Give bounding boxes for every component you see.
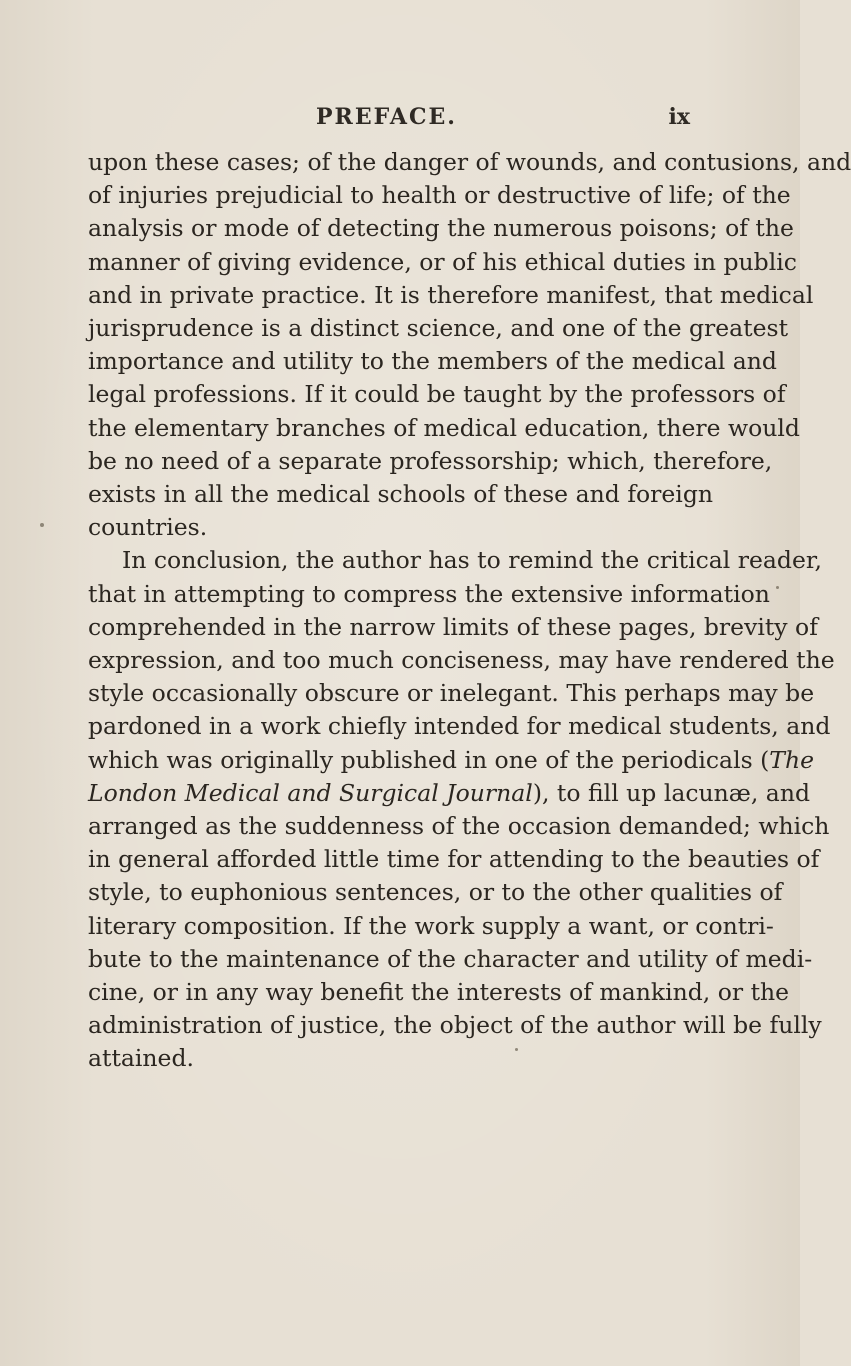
text-line: arranged as the suddenness of the occasion demanded; which: [88, 812, 830, 841]
paper-speck: [40, 523, 44, 527]
text-line: pardoned in a work chiefly intended for medical students, and: [88, 712, 831, 741]
text-line: jurisprudence is a distinct science, and one of the greatest: [88, 314, 789, 343]
paragraph-start-line: In conclusion, the author has to remind the critical reader,: [122, 546, 823, 575]
text-line: that in attempting to compress the extensive information: [88, 579, 770, 608]
text-line: upon these cases; of the danger of wounds, and contusions, and: [88, 148, 851, 176]
text-line: and in private practice. It is therefore manifest, that medical: [88, 280, 814, 309]
text-line: [88, 777, 810, 810]
text-line: [88, 744, 815, 777]
text-line: manner of giving evidence, or of his ethical duties in public: [88, 247, 797, 276]
text-line: countries.: [88, 513, 208, 542]
text-line: of injuries prejudicial to health or destructive of life; of the: [88, 181, 791, 210]
journal-title-italic: London Medical and Surgical Journal: [88, 778, 533, 807]
text-line: style occasionally obscure or inelegant. This perhaps may be: [88, 679, 815, 708]
text-line: expression, and too much conciseness, may have rendered the: [88, 646, 835, 675]
text-line: legal professions. If it could be taught by the professors of: [88, 380, 786, 409]
page-number: ix: [668, 104, 690, 130]
text-line: exists in all the medical schools of these and foreign: [88, 480, 713, 509]
running-head: [0, 104, 800, 134]
text-line: attained.: [88, 1044, 194, 1073]
text-line: the elementary branches of medical education, there would: [88, 413, 800, 442]
text-line: analysis or mode of detecting the numerous poisons; of the: [88, 214, 794, 243]
text-line: importance and utility to the members of the medical and: [88, 347, 777, 376]
text-segment: ), to fill up lacunæ, and: [532, 778, 810, 807]
journal-title-italic-start: The: [769, 745, 815, 774]
text-line: administration of justice, the object of the author will be fully: [88, 1011, 822, 1040]
text-line: literary composition. If the work supply a want, or contri-: [88, 911, 774, 940]
page-header-title: PREFACE.: [316, 104, 457, 130]
text-line: bute to the maintenance of the character and utility of medi-: [88, 944, 813, 973]
text-line: be no need of a separate professorship; which, therefore,: [88, 446, 773, 475]
text-line: cine, or in any way benefit the interests of mankind, or the: [88, 978, 790, 1007]
text-segment: which was originally published in one of the periodicals (: [88, 745, 770, 774]
paper-speck: [515, 1048, 518, 1051]
paper-speck: [776, 586, 779, 589]
text-line: style, to euphonious sentences, or to the other qualities of: [88, 878, 783, 907]
text-line: in general afforded little time for attending to the beauties of: [88, 845, 820, 874]
text-line: comprehended in the narrow limits of these pages, brevity of: [88, 612, 818, 641]
preface-body-text: [88, 146, 851, 1076]
